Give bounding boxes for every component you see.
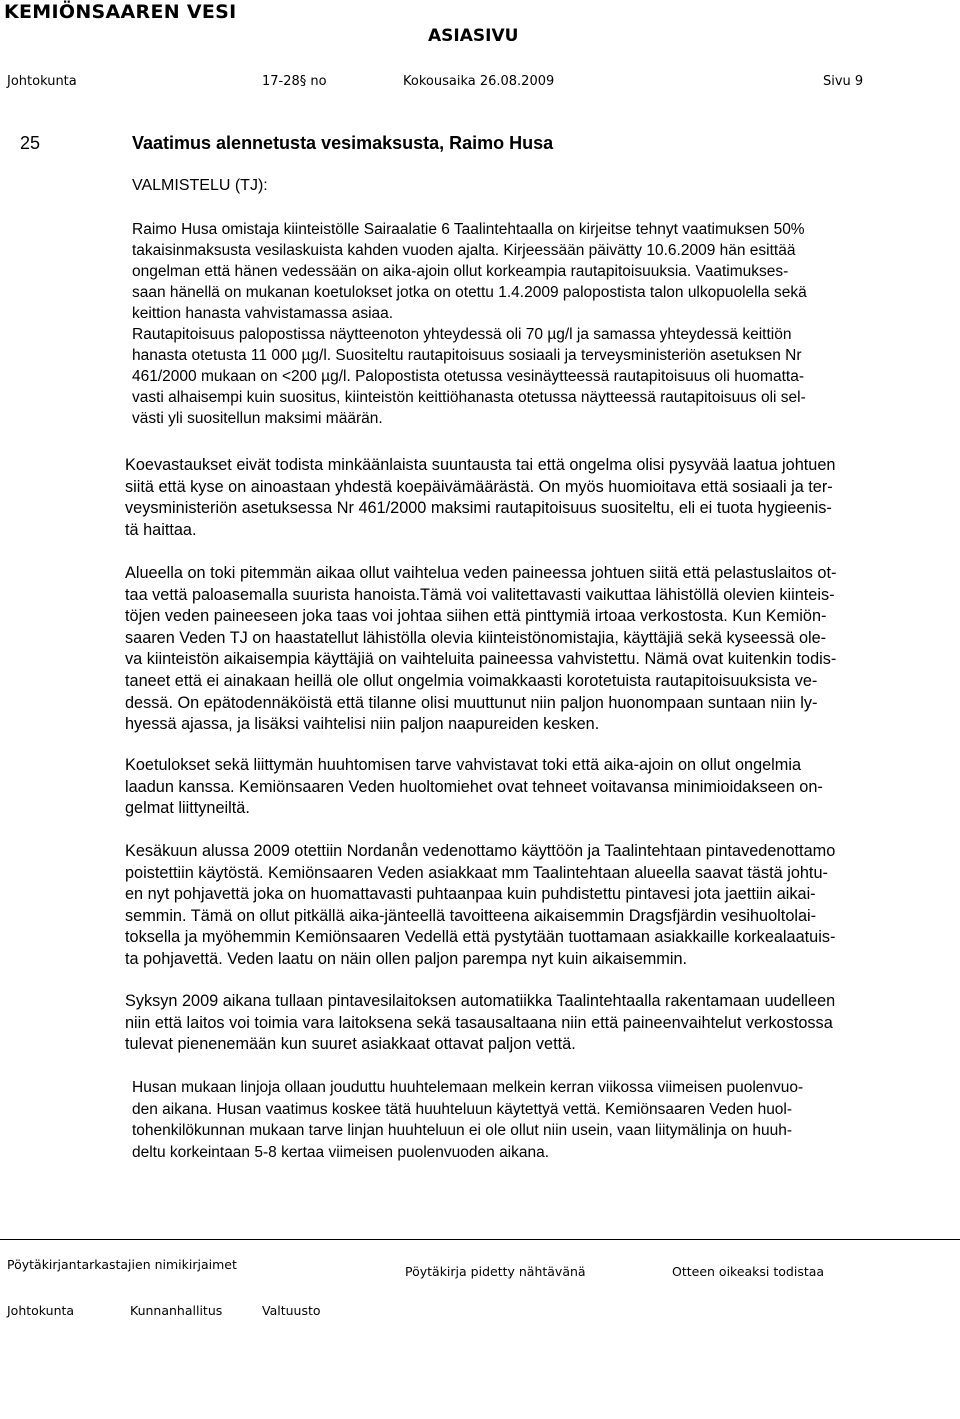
- meeting-body: Johtokunta: [7, 74, 77, 89]
- text-line: tä haittaa.: [125, 520, 197, 539]
- text-line: saan hänellä on mukanan koetulokset jotka on otettu 1.4.2009 palopostista talon ulkopuolella sekä: [132, 284, 807, 301]
- text-line: Syksyn 2009 aikana tullaan pintavesilaitoksen automatiikka Taalintehtaalla rakentamaan uudelleen: [125, 992, 836, 1010]
- organization-name: KEMIÖNSAAREN VESI: [4, 1, 237, 23]
- text-line: Husan mukaan linjoja ollaan jouduttu huuhtelemaan melkein kerran viikossa viimeisen puolenvuo-: [132, 1079, 804, 1096]
- text-line: dessä. On epätodennäköistä että tilanne olisi muuttunut niin paljon huonompaan suntaan niin ly-: [125, 693, 818, 712]
- section-title: Vaatimus alennetusta vesimaksusta, Raimo Husa: [132, 133, 554, 153]
- text-line: semmin. Tämä on ollut pitkällä aika-jänteellä tavoitteena aikaisemmin Dragsfjärdin vesihuoltolai-: [125, 906, 817, 925]
- protocol-number: 17-28§ no: [262, 74, 327, 89]
- signatures-label: Pöytäkirjantarkastajien nimikirjaimet: [7, 1257, 237, 1272]
- text-line: 461/2000 mukaan on <200 µg/l. Palopostista otetussa vesinäytteessä rautapitoisuus oli huomatta-: [132, 368, 804, 385]
- text-line: poistettiin käytöstä. Kemiönsaaren Veden asiakkaat mm Taalintehtaan alueella saavat tästä johtu-: [125, 863, 828, 882]
- text-line: saaren Veden TJ on haastatellut lähistölla olevia kiinteistönomistajia, käyttäjiä sekä kyseessä ole-: [125, 628, 827, 647]
- text-line: gelmat liittyneiltä.: [125, 799, 250, 818]
- text-line: vasti alhaisempi kuin suositus, kiinteistön keittiöhanasta otetussa näytteessä rautapitoisuus oli sel-: [132, 389, 806, 406]
- text-line: hanasta otetusta 11 000 µg/l. Suositeltu rautapitoisuus sosiaali ja terveysministeriön asetuksen Nr: [132, 347, 802, 364]
- footer-divider: [0, 1239, 960, 1240]
- text-line: takaisinmaksusta vesilaskuista kahden vuoden ajalta. Kirjeessään päivätty 10.6.2009 hän esittää: [132, 242, 796, 259]
- paragraph-groundwater: [125, 841, 835, 971]
- text-line: taneet että ei ainakaan heillä ole ollut ongelmia voimakkaasti korotetuista rautapitoisuuksista ve-: [125, 671, 818, 690]
- text-line: västi yli suositellun maksimi määrän.: [132, 410, 383, 427]
- paragraph-pressure: [125, 563, 836, 736]
- footer-body-council: Valtuusto: [262, 1303, 321, 1318]
- footer-body-board: Johtokunta: [7, 1303, 75, 1318]
- text-line: Koevastaukset eivät todista minkäänlaista suuntausta tai että ongelma olisi pysyvää laatua johtuen: [125, 456, 836, 474]
- text-line: va kiinteistön aikaisempia käyttäjiä on vaihteluita paineessa vahvistettu. Nämä ovat kuitenkin todis-: [125, 650, 837, 669]
- text-line: keittion hanasta vahvistamassa asiaa.: [132, 305, 394, 322]
- held-for-inspection-label: Pöytäkirja pidetty nähtävänä: [405, 1264, 586, 1279]
- text-line: niin että laitos voi toimia vara laitoksena sekä tasausaltaana niin että paineenvaihtelut verkostossa: [125, 1013, 833, 1032]
- text-line: tulevat pienenemään kun suuret asiakkaat ottavat paljon vettä.: [125, 1035, 576, 1054]
- text-line: taa vettä paloasemalla suurista hanoista.Tämä voi valitettavasti vaikuttaa lähistöllä olevien kiinteis-: [125, 585, 835, 604]
- text-line: Kesäkuun alussa 2009 otettiin Nordanån vedenottamo käyttöön ja Taalintehtaan pintavedenottamo: [125, 842, 836, 860]
- text-line: ongelman että hänen vedessään on aika-ajoin ollut korkeampia rautapitoisuuksia. Vaatimukses-: [132, 263, 789, 280]
- text-line: toksella ja myöhemmin Kemiönsaaren Vedellä että pystytään tuottamaan asiakkaille korkealaatuis-: [125, 928, 836, 947]
- text-line: Alueella on toki pitemmän aikaa ollut vaihtelua veden paineessa johtuen siitä että pelastuslaitos ot-: [125, 564, 837, 582]
- text-line: töjen veden paineeseen joka taas voi johtaa siihen että pinttymiä irtoaa verkostosta. Kun Kemiön-: [125, 607, 827, 626]
- paragraph-test-results: [125, 455, 835, 541]
- certified-copy-label: Otteen oikeaksi todistaa: [672, 1264, 825, 1279]
- text-line: hyessä ajassa, ja lisäksi vaihtelisi niin paljon naapureiden kesken.: [125, 715, 600, 734]
- text-line: siitä että kyse on ainoastaan yhdestä koepäivämäärästä. On myös huomioitava että sosiaali ja ter-: [125, 477, 833, 496]
- text-line: Rautapitoisuus palopostissa näytteenoton yhteydessä oli 70 µg/l ja samassa yhteydessä keittiön: [132, 326, 792, 343]
- text-line: Koetulokset sekä liittymän huuhtomisen tarve vahvistavat toki että aika-ajoin on ollut ongelmia: [125, 756, 802, 774]
- paragraph-flushing: [125, 755, 823, 820]
- page-number: Sivu 9: [823, 74, 864, 89]
- meeting-date: Kokousaika 26.08.2009: [403, 74, 555, 89]
- footer-body-municipal-board: Kunnanhallitus: [130, 1303, 223, 1318]
- text-line: ta pohjavettä. Veden laatu on näin ollen paljon parempa nyt kuin aikaisemmin.: [125, 949, 688, 968]
- preparation-label: VALMISTELU (TJ):: [132, 177, 268, 194]
- text-line: deltu korkeintaan 5-8 kertaa viimeisen puolenvuoden aikana.: [132, 1143, 550, 1161]
- text-line: Raimo Husa omistaja kiinteistölle Sairaalatie 6 Taalintehtaalla on kirjeitse tehnyt vaatimuksen 50%: [132, 221, 805, 238]
- paragraph-automation: [125, 991, 835, 1056]
- text-line: en nyt pohjavettä joka on huomattavasti puhtaanpaa kuin puhdistettu pintavesi jota jaettiin aikai-: [125, 885, 816, 904]
- paragraph-husa-claim: [132, 1077, 803, 1163]
- paragraph-request: [132, 219, 807, 429]
- text-line: tohenkilökunnan mukaan tarve linjan huuhteluun ei ole ollut niin usein, vaan liitymälinja on huuh-: [132, 1122, 793, 1139]
- text-line: veysministeriön asetuksessa Nr 461/2000 maksimi rautapitoisuus suositeltu, eli ei tuota hygieenis-: [125, 499, 832, 518]
- text-line: den aikana. Husan vaatimus koskee tätä huuhteluun käytettyä vettä. Kemiönsaaren Veden huol-: [132, 1100, 793, 1118]
- text-line: laadun kanssa. Kemiönsaaren Veden huoltomiehet ovat tehneet voitavansa minimioidakseen on-: [125, 777, 823, 796]
- document-type: ASIASIVU: [428, 26, 519, 46]
- section-number: 25: [20, 133, 41, 153]
